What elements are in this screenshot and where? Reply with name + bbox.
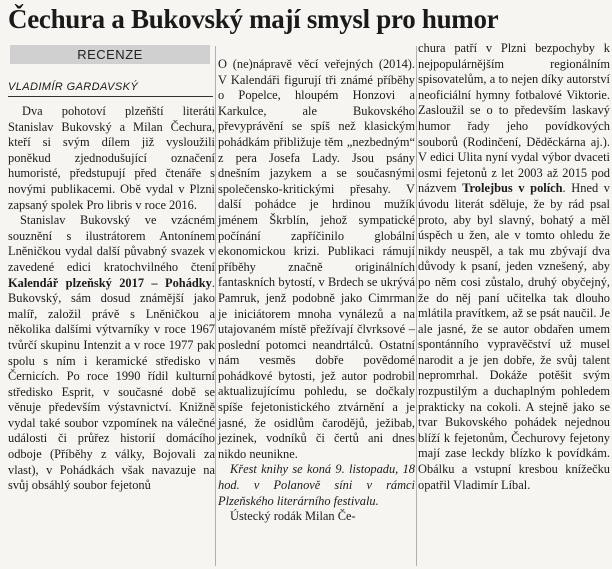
book-title-trolejbus: Trolejbus v polích — [462, 181, 563, 196]
column-3 — [418, 41, 610, 493]
author-byline: VLADIMÍR GARDAVSKÝ — [8, 81, 139, 93]
paragraph-krest: Křest knihy se koná 9. listopadu, 18 hod. v Polanově síni v rámci Plzeňského literárního festivalu. — [218, 462, 415, 508]
byline-rule — [8, 96, 213, 97]
text-span: . Bukovský, sám dosud známější jako malíř, založil právě s Lněničkou a několika dalšími výtvarníky v roce 1967 tvůrčí skupinu Intenzit a v roce 1977 pak spolu s ním i keramické středisko v Černicích. Po roce 1990 řídil kulturní středisko Esprit, v současné době se věnuje především výstavnictví. Knižně vydal také soubor vzpomínek na válečné události či průřez historií domácího odboje (Příběhy z války, Bojovali za vlast), v Pohádkách však navazuje na svůj obsáhlý soubor fejetonů — [8, 275, 215, 493]
paragraph-bukovsky — [8, 213, 215, 494]
column-divider — [416, 46, 417, 566]
text-span: Stanislav Bukovský ve vzácném souznění s ilustrátorem Antonínem Lněničkou vydal další půvabný svazek v zavedené edici kratochvilného čtení — [8, 213, 215, 274]
column-1 — [8, 104, 215, 494]
paragraph-cechura — [418, 41, 610, 493]
rubric-label: RECENZE — [10, 45, 210, 64]
column-2 — [218, 57, 415, 525]
paragraph-kalendar: O (ne)nápravě věcí veřejných (2014). V Kalendáři figurují tři známé příběhy o Popelce, hloupém Honzovi a Karkulce, ale Bukovského převyprávění se spíš než klasickým pohádkám přibližuje těm „nezbedným“ z pera Josefa Lady. Jsou psány dnešním jazykem a se současnými společensko-kritickými přesahy. V další pohádce je hrdinou mužík jménem Škrblín, jehož sympatické počínání zapříčinilo globální ekonomickou krizi. Publikaci rámují příběhy značně originálních fantaskních bytostí, v Brdech se ukrývá Pamruk, jenž podobně jako Cimrman je iniciátorem mnoha vynálezů a na utajovaném místě přežívají člvrksové – poslední potomci neandrtálců. Ostatní nám vesměs dobře povědomé pohádkové bytosti, jež autor podrobil aktualizujícímu pohledu, se dočkaly spíše fejetonistického ztvárnění a je jasné, že osidlům čarodějů, ježibab, jezinek, vodníků či čertů ani dnes nikdo neunikne. — [218, 57, 415, 461]
text-span: chura patří v Plzni bezpochyby k nejpopulárnějším regionálním spisovatelům, a to nejen díky autorství neoficiální hymny fotbalové Viktorie. Zasloužil se o to především laskavý humor řady jeho povídkových souborů (Rodinčení, Děděckárna aj.). V edici Ulita nyní vydal výbor dvaceti osmi fejetonů z let 2003 až 2015 pod názvem — [418, 41, 610, 196]
book-title-kalendar: Kalendář plzeňský 2017 – Pohádky — [8, 275, 212, 290]
paragraph-intro: Dva pohotoví plzeňští literáti Stanislav Bukovský a Milan Čechura, kteří si svým dílem již vysloužili poněkud zjednodušující označení humoristé, předstupují před čtenáře s novými publikacemi. Obě vydal v Plzni zapsaný spolek Pro libris v roce 2016. — [8, 104, 215, 212]
column-divider — [215, 46, 216, 566]
text-span: . Hned v úvodu literát sděluje, že by rád psal proto, aby byl slavný, bohatý a měl úspěch u žen, ale v tomto ohledu že nikdy neuspěl, a tak mu zbývají dva důvody k psaní, jeden vznešený, aby po něm cosi zůstalo, druhý obyčejný, že do něj paní učitelka tak dlouho mlátila pravítkem, až se psát naučil. Je ale jasné, že se autor obdařen umem spontánního vypravěčství už musel narodit a je jen dobře, že svůj talent nepromrhal. Dokáže potěšit svým rozpustilým a duchaplným pohledem prakticky na cokoli. A stejně jako se tvar Bukovského pohádek nejednou blíží k fejetonům, Čechurovy fejetony mají zase leckdy blízko k povídkám. Obálku a vstupní kresbou knížečku opatřil Vladimír Líbal. — [418, 181, 610, 492]
headline: Čechura a Bukovský mají smysl pro humor — [8, 4, 499, 34]
paragraph-cechura-start: Ústecký rodák Milan Če- — [230, 509, 356, 524]
